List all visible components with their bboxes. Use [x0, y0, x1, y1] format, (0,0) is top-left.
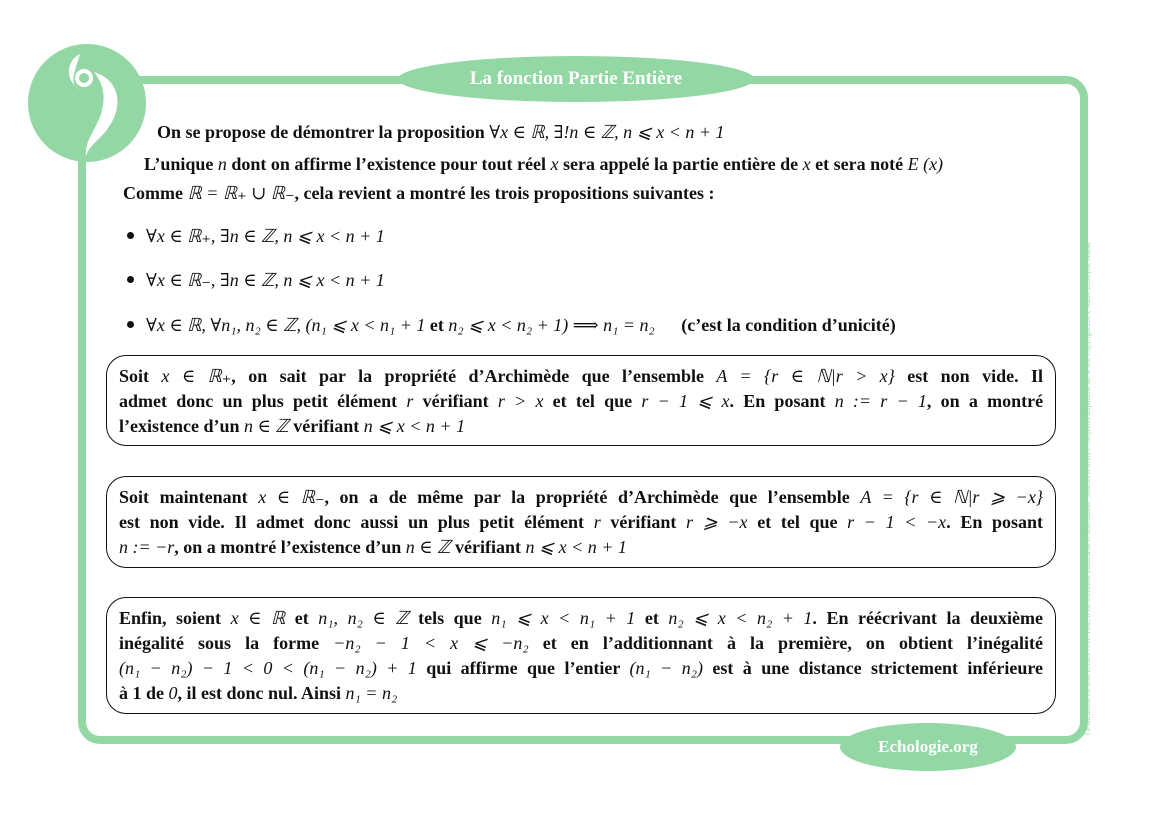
math-expression: 0	[168, 683, 178, 703]
proof-text: et en l’additionnant à la première, on obtient l’inégalité	[542, 633, 1044, 653]
proof-text: de	[146, 683, 164, 703]
math-expression: r > x	[497, 391, 544, 411]
proof-text: Enfin, soient	[119, 608, 222, 628]
math-expression: E (x)	[907, 154, 944, 174]
math-expression: r ⩾ −x	[686, 512, 748, 532]
math-expression: n₁ = n₂	[345, 683, 398, 703]
proof-text: vérifiant	[610, 512, 677, 532]
proof-line	[119, 535, 1043, 560]
proof-text: Soit maintenant	[119, 487, 248, 507]
proof-text: , on a montré	[926, 391, 1044, 411]
list-item	[127, 268, 1077, 292]
proof-text: . En posant	[729, 391, 826, 411]
math-expression: A = {r ∈ ℕ|r ⩾ −x}	[860, 487, 1044, 507]
intro-line-1	[157, 120, 725, 144]
math-expression: ∀x ∈ ℝ, ∀n₁, n₂ ∈ ℤ, (n₁ ⩽ x < n₁ + 1	[146, 315, 426, 335]
intro-line-3	[123, 181, 714, 205]
proof-text: est non vide. Il	[907, 366, 1044, 386]
proof-text: Soit	[119, 366, 150, 386]
math-expression: n₂ ⩽ x < n₂ + 1) ⟹ n₁ = n₂	[448, 315, 655, 335]
math-expression: r − 1 < −x	[847, 512, 947, 532]
math-expression: ∀x ∈ ℝ, ∃!n ∈ ℤ, n ⩽ x < n + 1	[489, 122, 725, 142]
math-expression: n := −r	[119, 537, 175, 557]
list-item	[127, 313, 1077, 337]
math-expression: n ⩽ x < n + 1	[525, 537, 627, 557]
intro-text: On se propose de démontrer la proposition	[157, 122, 485, 142]
bullet-icon	[127, 232, 134, 239]
math-expression: r	[593, 512, 601, 532]
math-expression: n₂ ⩽ x < n₂ + 1	[668, 608, 813, 628]
proof-line	[119, 510, 1043, 535]
bullet-icon	[127, 276, 134, 283]
proof-text: et	[644, 608, 659, 628]
bullet-icon	[127, 321, 134, 328]
math-expression: x ∈ ℝ₋	[258, 487, 325, 507]
math-expression: n := r − 1	[834, 391, 927, 411]
proof-text: inégalité sous la forme	[119, 633, 320, 653]
math-expression: n₁ ⩽ x < n₁ + 1	[491, 608, 636, 628]
math-expression: A = {r ∈ ℕ|r > x}	[716, 366, 895, 386]
proof-text: vérifiant	[455, 537, 521, 557]
intro-text: dont on affirme l’existence pour tout réel	[231, 154, 546, 174]
proof-text: admet donc un plus petit élément	[119, 391, 398, 411]
proof-text: et tel que	[757, 512, 838, 532]
math-expression: n₁, n₂ ∈ ℤ	[318, 608, 409, 628]
intro-text: et sera noté	[815, 154, 904, 174]
proof-line	[119, 631, 1043, 656]
list-text: et	[429, 315, 444, 335]
list-item	[127, 224, 1077, 248]
math-expression: ∀x ∈ ℝ₊, ∃n ∈ ℤ, n ⩽ x < n + 1	[146, 226, 385, 246]
proof-text: est à une distance strictement inférieure	[712, 658, 1044, 678]
proof-line	[119, 485, 1043, 510]
proof-line	[119, 656, 1043, 681]
proof-box-negative	[106, 476, 1056, 568]
intro-text: , cela revient a montré les trois propositions suivantes :	[294, 183, 715, 203]
proof-line	[119, 414, 1043, 439]
proof-text: qui affirme que l’entier	[426, 658, 621, 678]
proof-box-positive	[106, 355, 1056, 446]
proof-text: , on a de même par la propriété d’Archimède que l’ensemble	[324, 487, 850, 507]
math-expression: n ∈ ℤ	[405, 537, 451, 557]
math-expression: (n₁ − n₂) − 1 < 0 < (n₁ − n₂) + 1	[119, 658, 417, 678]
footer-site-link[interactable]: Echologie.org	[840, 723, 1016, 771]
page-title: La fonction Partie Entière	[398, 56, 754, 102]
math-expression: r	[406, 391, 414, 411]
uniqueness-note: (c’est la condition d’unicité)	[681, 315, 896, 335]
math-expression: (n₁ − n₂)	[629, 658, 703, 678]
license-note: Ce document est sous licence GNU FDL, il est librement modifiable et distribuable. Sources et licence complètes disponible sur le site Copyright 2015, Jean-Christophe Janeau	[1084, 242, 1092, 735]
math-expression: n ∈ ℤ	[244, 416, 289, 436]
proof-text: et	[294, 608, 309, 628]
math-expression: n ⩽ x < n + 1	[363, 416, 466, 436]
echologie-logo-icon	[28, 44, 146, 162]
proof-text: vérifiant	[293, 416, 360, 436]
proof-line	[119, 606, 1043, 631]
math-expression: ℝ = ℝ₊ ∪ ℝ₋	[187, 183, 295, 203]
math-expression: n	[217, 154, 227, 174]
proof-line	[119, 681, 1043, 706]
proof-line	[119, 389, 1043, 414]
proof-text: , il est donc nul. Ainsi	[177, 683, 342, 703]
proof-text: . En réécrivant la deuxième	[812, 608, 1043, 628]
proof-box-uniqueness	[106, 597, 1056, 714]
intro-text: L’unique	[144, 154, 214, 174]
proof-text: et tel que	[552, 391, 633, 411]
proof-text: . En posant	[946, 512, 1044, 532]
proof-text: , on sait par la propriété d’Archimède que l’ensemble	[231, 366, 704, 386]
proof-text: , on a montré l’existence d’un	[174, 537, 402, 557]
math-expression: x ∈ ℝ₊	[161, 366, 232, 386]
math-expression: r − 1 ⩽ x	[641, 391, 730, 411]
math-expression: ∀x ∈ ℝ₋, ∃n ∈ ℤ, n ⩽ x < n + 1	[146, 270, 385, 290]
proof-line	[119, 364, 1043, 389]
intro-line-2	[144, 152, 943, 176]
proof-text: est non vide. Il admet donc aussi un plus petit élément	[119, 512, 585, 532]
proof-text: à 1	[119, 683, 142, 703]
intro-text: sera appelé la partie entière de	[563, 154, 799, 174]
proof-text: l’existence d’un	[119, 416, 240, 436]
math-expression: −n₂ − 1 < x ⩽ −n₂	[333, 633, 529, 653]
proof-text: tels que	[418, 608, 482, 628]
math-expression: x	[802, 154, 811, 174]
math-expression: x	[550, 154, 559, 174]
intro-text: Comme	[123, 183, 183, 203]
proof-text: vérifiant	[422, 391, 489, 411]
math-expression: x ∈ ℝ	[230, 608, 286, 628]
